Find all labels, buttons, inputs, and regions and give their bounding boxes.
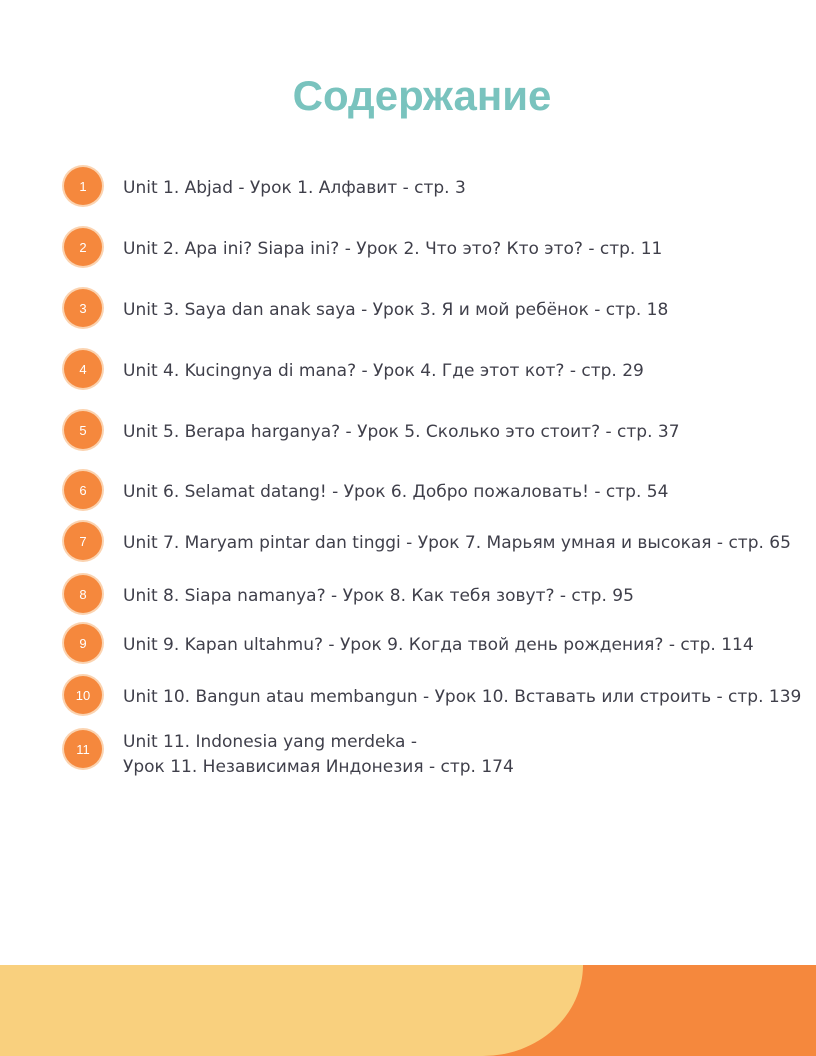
item-label: Unit 11. Indonesia yang merdeka - Урок 11. Независимая Индонезия - стр. 174	[123, 732, 514, 777]
item-number-badge: 3	[64, 289, 102, 327]
item-number-badge: 5	[64, 411, 102, 449]
item-label: Unit 3. Saya dan anak saya - Урок 3. Я и мой ребёнок - стр. 18	[123, 300, 669, 320]
item-number-badge: 1	[64, 167, 102, 205]
item-number-badge: 9	[64, 624, 102, 662]
page-title: Содержание	[292, 72, 552, 119]
item-number-badge: 4	[64, 350, 102, 388]
item-label: Unit 5. Berapa harganya? - Урок 5. Сколько это стоит? - стр. 37	[123, 422, 680, 442]
decorative-footer	[0, 965, 816, 1056]
item-label: Unit 4. Kucingnya di mana? - Урок 4. Где этот кот? - стр. 29	[123, 361, 644, 381]
item-label: Unit 10. Bangun atau membangun - Урок 10. Вставать или строить - стр. 139	[123, 687, 802, 707]
item-label: Unit 9. Kapan ultahmu? - Урок 9. Когда твой день рождения? - стр. 114	[123, 635, 754, 655]
item-label: Unit 8. Siapa namanya? - Урок 8. Как тебя зовут? - стр. 95	[123, 586, 634, 606]
item-label: Unit 1. Abjad - Урок 1. Алфавит - стр. 3	[123, 178, 466, 198]
item-number-badge: 2	[64, 228, 102, 266]
item-number-badge: 6	[64, 471, 102, 509]
item-number-badge: 10	[64, 676, 102, 714]
item-number-badge: 7	[64, 522, 102, 560]
footer-yellow-band	[0, 965, 583, 1056]
item-label: Unit 6. Selamat datang! - Урок 6. Добро пожаловать! - стр. 54	[123, 482, 669, 502]
item-label: Unit 2. Apa ini? Siapa ini? - Урок 2. Что это? Кто это? - стр. 11	[123, 239, 663, 259]
item-number-badge: 11	[64, 730, 102, 768]
item-label: Unit 7. Maryam pintar dan tinggi - Урок 7. Марьям умная и высокая - стр. 65	[123, 533, 791, 553]
item-number-badge: 8	[64, 575, 102, 613]
